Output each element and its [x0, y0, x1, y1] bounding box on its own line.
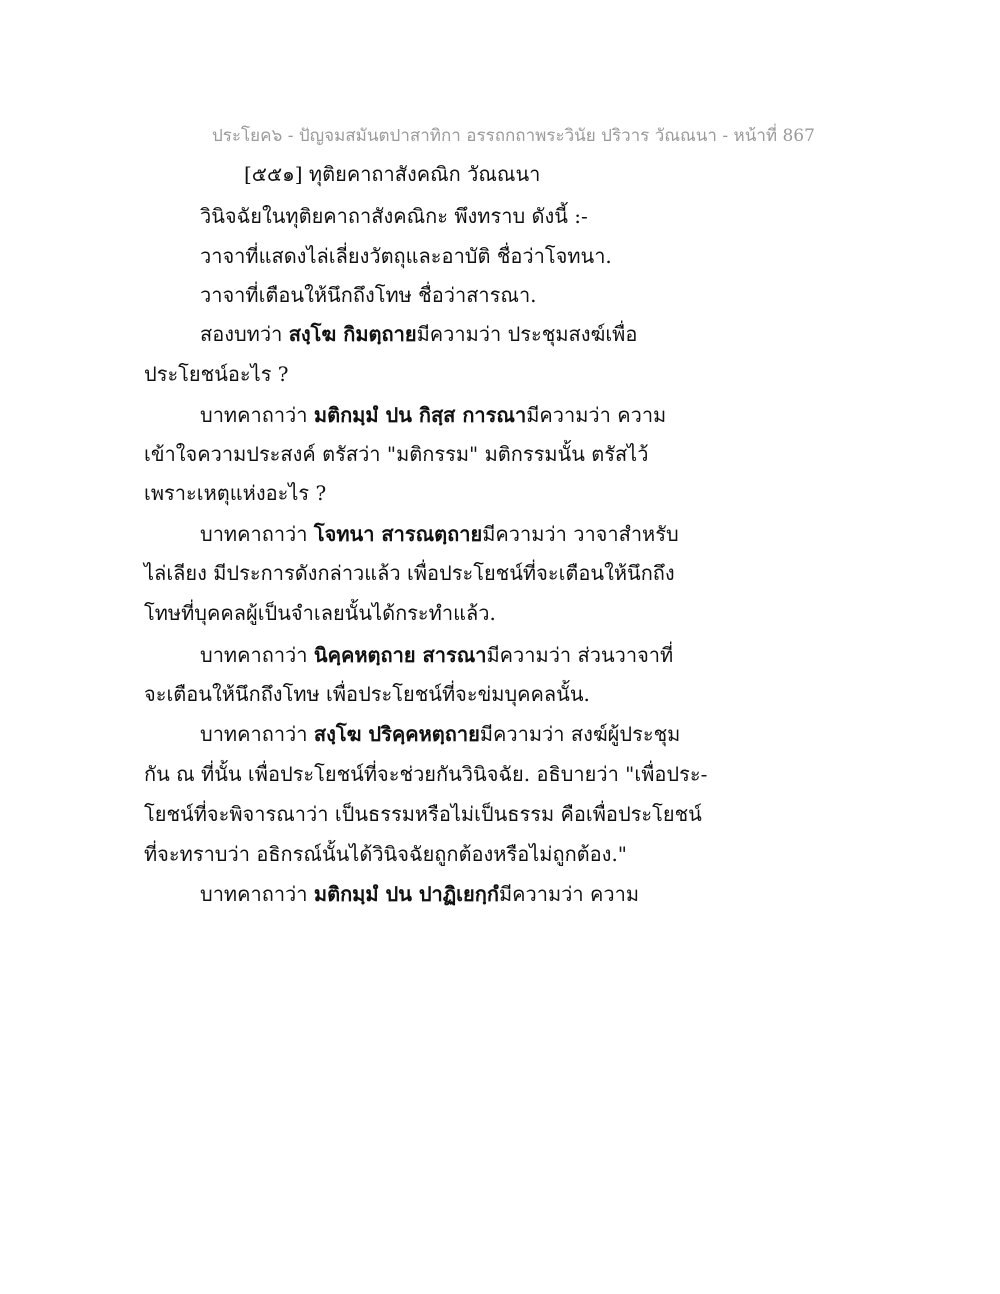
pali-term: โจทนา สารณตฺถาย	[313, 522, 483, 546]
text-line	[200, 641, 673, 669]
text-line: วาจาที่เตือนให้นึกถึงโทษ ชื่อว่าสารณา.	[200, 283, 537, 307]
text-span: สองบทว่า	[200, 322, 289, 346]
pali-term: มติกมฺมํ ปน ปาฏิเยกฺกํ	[313, 882, 499, 906]
text-span: บาทคาถาว่า	[200, 643, 314, 667]
pali-term: สงฺโฆ กิมตฺถาย	[288, 322, 417, 346]
text-line: เพราะเหตุแห่งอะไร ?	[144, 481, 327, 505]
text-span: มีความว่า สงฆ์ผู้ประชุม	[479, 722, 681, 746]
page-header: ประโยค๖ - ปัญจมสมันตปาสาทิกา อรรถกถาพระวินัย ปริวาร วัณณนา - หน้าที่ 867	[212, 126, 815, 146]
text-span: มีความว่า วาจาสำหรับ	[482, 522, 679, 546]
text-line: จะเตือนให้นึกถึงโทษ เพื่อประโยชน์ที่จะข่มบุคคลนั้น.	[144, 682, 590, 706]
text-line: ประโยชน์อะไร ?	[144, 362, 289, 386]
pali-term: สงฺโฆ ปริคฺคหตฺถาย	[313, 722, 480, 746]
text-line: วินิจฉัยในทุติยคาถาสังคณิกะ พึงทราบ ดังนี้ :-	[200, 204, 588, 228]
text-span: บาทคาถาว่า	[200, 722, 314, 746]
text-line: โยชน์ที่จะพิจารณาว่า เป็นธรรมหรือไม่เป็นธรรม คือเพื่อประโยชน์	[144, 802, 702, 826]
text-line: วาจาที่แสดงไล่เลี่ยงวัตถุและอาบัติ ชื่อว่าโจทนา.	[200, 244, 612, 268]
text-line	[200, 520, 679, 548]
text-line: กัน ณ ที่นั้น เพื่อประโยชน์ที่จะช่วยกันวินิจฉัย. อธิบายว่า "เพื่อประ-	[144, 762, 708, 786]
text-span: บาทคาถาว่า	[200, 522, 314, 546]
text-span: บาทคาถาว่า	[200, 403, 314, 427]
text-line: ไล่เลียง มีประการดังกล่าวแล้ว เพื่อประโยชน์ที่จะเตือนให้นึกถึง	[144, 561, 675, 585]
text-line	[200, 720, 680, 748]
text-line	[200, 320, 637, 348]
section-heading: [๕๕๑] ทุติยคาถาสังคณิก วัณณนา	[244, 162, 541, 186]
text-span: มีความว่า ส่วนวาจาที่	[486, 643, 674, 667]
text-span: มีความว่า ความ	[498, 882, 640, 906]
pali-term: นิคฺคหตฺถาย สารณา	[313, 643, 487, 667]
text-span: มีความว่า ความ	[526, 403, 667, 427]
text-line: โทษที่บุคคลผู้เป็นจำเลยนั้นได้กระทำแล้ว.	[144, 601, 496, 625]
text-line	[200, 880, 639, 908]
text-line: เข้าใจความประสงค์ ตรัสว่า "มติกรรม" มติกรรมนั้น ตรัสไว้	[144, 442, 649, 466]
text-line: ที่จะทราบว่า อธิกรณ์นั้นได้วินิจฉัยถูกต้องหรือไม่ถูกต้อง."	[144, 842, 627, 866]
pali-term: มติกมฺมํ ปน กิสฺส การณา	[313, 403, 527, 427]
text-span: มีความว่า ประชุมสงฆ์เพื่อ	[416, 322, 638, 346]
text-span: บาทคาถาว่า	[200, 882, 314, 906]
text-line	[200, 401, 666, 429]
